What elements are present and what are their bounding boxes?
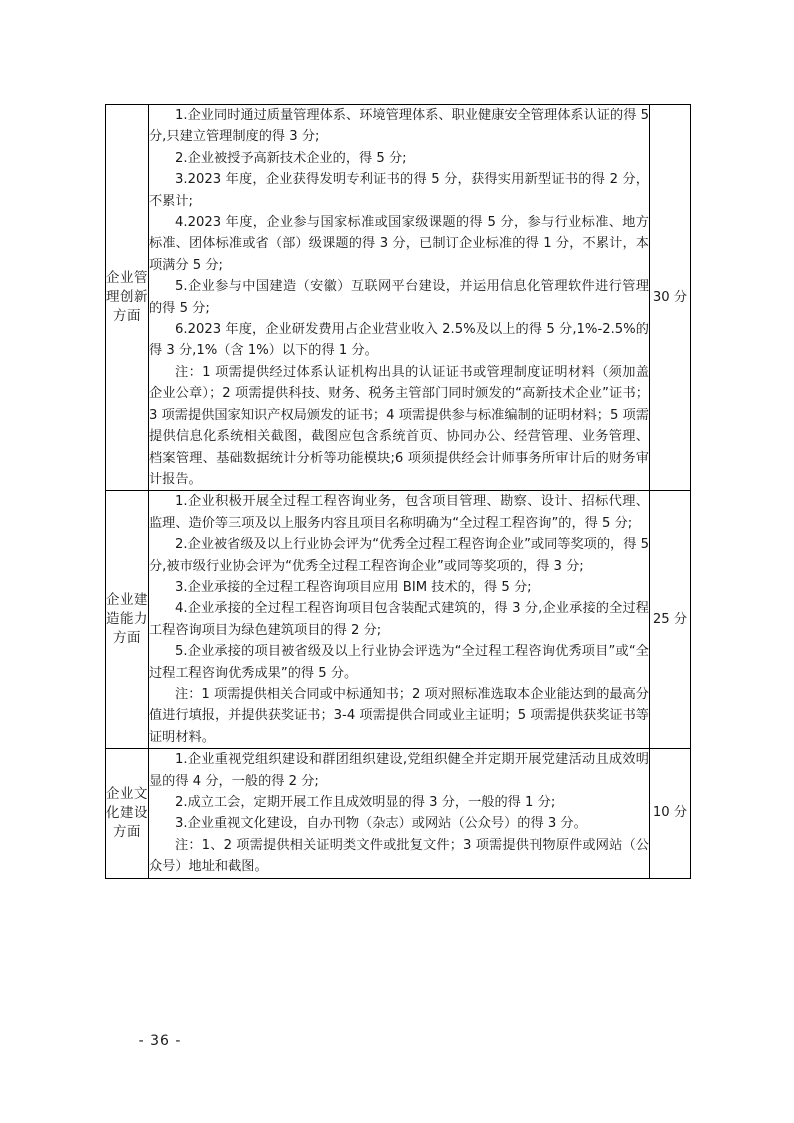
criteria-item: 4.2023 年度，企业参与国家标准或国家级课题的得 5 分，参与行业标准、地方标准、团体标准或省（部）级课题的得 3 分，已制订企业标准的得 1 分，不累计，本项满分 5 分; [149,215,649,273]
page-number: - 36 - [138,1033,182,1049]
row-category-cell [106,749,149,878]
row-category-label: 企业建造能力方面 [106,592,148,647]
criteria-note: 注：1、2 项需提供相关证明类文件或批复文件；3 项需提供刊物原件或网站（公众号）地址和截图。 [149,837,649,875]
row-category-label: 企业管理创新方面 [106,270,148,325]
criteria-item: 1.企业重视党组织建设和群团组织建设,党组织健全并定期开展党建活动且成效明显的得 4 分，一般的得 2 分; [149,752,649,789]
row-content-cell [149,105,650,491]
row-content-cell [149,491,650,749]
row-score-cell: 25 分 [650,491,691,749]
row-category-label: 企业文化建设方面 [106,785,148,840]
criteria-item: 6.2023 年度，企业研发费用占企业营业收入 2.5%及以上的得 5 分,1%-2.5%的得 3 分,1%（含 1%）以下的得 1 分。 [149,322,649,359]
table-row [106,105,691,491]
criteria-note: 注：1 项需提供经过体系认证机构出具的认证证书或管理制度证明材料（须加盖企业公章）；2 项需提供科技、财务、税务主管部门同时颁发的“高新技术企业”证书；3 项需提供国家知识产权局颁发的证书；4 项需提供参与标准编制的证明材料；5 项需提供信息化系统相关截图，截图应包含系统首页、协同办公、经营管理、业务管理、档案管理、基础数据统计分析等功能模块;6 项须提供经会计师事务所审计后的财务审计报告。 [149,364,649,487]
row-category-cell [106,491,149,749]
criteria-item: 3.企业重视文化建设，自办刊物（杂志）或网站（公众号）的得 3 分。 [175,816,587,832]
table-row [106,749,691,878]
criteria-item: 4.企业承接的全过程工程咨询项目包含装配式建筑的，得 3 分,企业承接的全过程工程咨询项目为绿色建筑项目的得 2 分; [149,601,649,638]
table-body [106,105,691,879]
row-content-cell [149,749,650,878]
row-score-cell: 30 分 [650,105,691,491]
criteria-item: 2.企业被授予高新技术企业的，得 5 分; [175,150,407,166]
criteria-item: 1.企业同时通过质量管理体系、环境管理体系、职业健康安全管理体系认证的得 5 分,只建立管理制度的得 3 分; [149,108,649,145]
row-category-cell [106,105,149,491]
criteria-item: 3.企业承接的全过程工程咨询项目应用 BIM 技术的，得 5 分; [175,579,532,595]
criteria-item: 1.企业积极开展全过程工程咨询业务，包含项目管理、勘察、设计、招标代理、监理、造价等三项及以上服务内容且项目名称明确为“全过程工程咨询”的，得 5 分; [149,494,649,531]
table-row [106,491,691,749]
criteria-item: 2.成立工会，定期开展工作且成效明显的得 3 分，一般的得 1 分; [175,795,556,810]
criteria-note: 注：1 项需提供相关合同或中标通知书；2 项对照标准选取本企业能达到的最高分值进行填报，并提供获奖证书；3-4 项需提供合同或业主证明；5 项需提供获奖证书等证明材料。 [149,686,649,745]
criteria-item: 3.2023 年度，企业获得发明专利证书的得 5 分，获得实用新型证书的得 2 分，不累计; [149,172,649,209]
scoring-criteria-table [105,104,691,879]
criteria-item: 5.企业参与中国建造（安徽）互联网平台建设，并运用信息化管理软件进行管理的得 5 分; [149,279,649,316]
row-score-cell: 10 分 [650,749,691,878]
criteria-item: 2.企业被省级及以上行业协会评为“优秀全过程工程咨询企业”或同等奖项的，得 5 分,被市级行业协会评为“优秀全过程工程咨询企业”或同等奖项的，得 3 分; [149,537,650,574]
criteria-item: 5.企业承接的项目被省级及以上行业协会评选为“全过程工程咨询优秀项目”或“全过程工程咨询优秀成果”的得 5 分。 [149,644,649,681]
